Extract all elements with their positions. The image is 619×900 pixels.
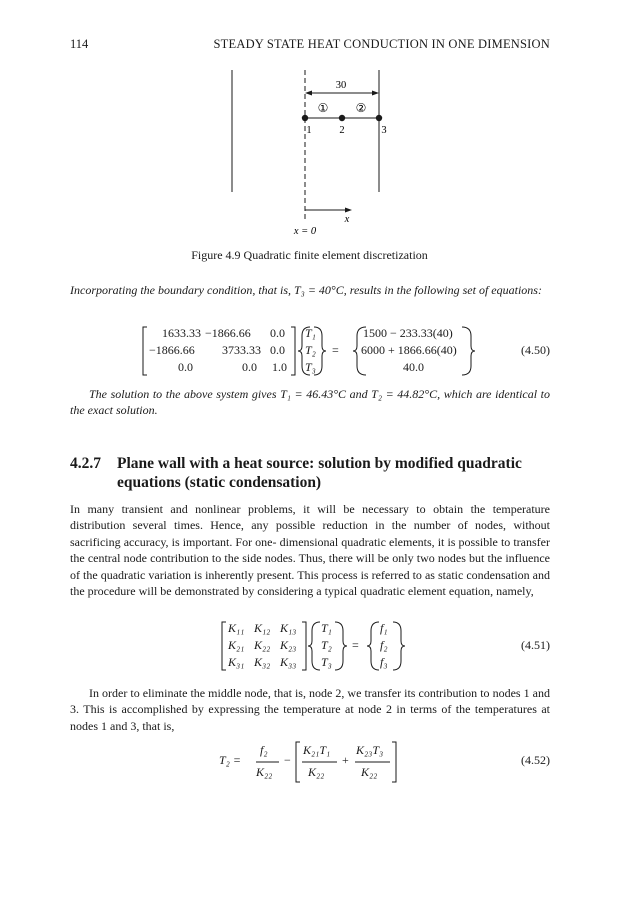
rhs-cell: f₃	[380, 655, 388, 669]
matrix-cell: 0.0	[242, 360, 257, 374]
equation-lhs: T₂ =	[219, 753, 241, 767]
equation-number: (4.52)	[521, 753, 550, 767]
element-2-label: ②	[355, 101, 367, 115]
origin-label: x = 0	[293, 226, 317, 237]
equation-4-52	[0, 740, 619, 790]
rhs-cell: f₁	[380, 621, 388, 635]
matrix-cell: 1633.33	[162, 326, 201, 340]
matrix-cell: K₃₃	[280, 655, 297, 669]
page-number: 114	[70, 37, 89, 51]
page-header	[70, 37, 550, 57]
axis-label: x	[344, 214, 350, 225]
element-1-label: ①	[317, 101, 329, 115]
equation-number: (4.51)	[521, 638, 550, 652]
body-paragraph: In many transient and nonlinear problems, it will be necessary to obtain the temperature distribution several times. Hence, any possible reduction in the number of nodes, without sacrificing accuracy, is important. For one- dimensional quadratic elements, it is possible to transfer the central node contribution to the side nodes. Thus, there will be only two nodes but the influence of the quadratic variation is inherently present. This process is referred to as static condensation and the procedure will be demonstrated by considering a typical quadratic element equation, namely,	[70, 502, 550, 599]
rhs-cell: 1500 − 233.33(40)	[363, 326, 453, 340]
dimension-label: 30	[335, 80, 347, 91]
node-3-dot	[376, 115, 382, 121]
fraction-numerator: K₂₁T₁	[303, 743, 331, 757]
unknown-t1: T₁	[321, 621, 332, 635]
section-title: Plane wall with a heat source: solution by modified quadratic equations (static condensation)	[117, 455, 522, 491]
node-2-dot	[339, 115, 345, 121]
node-2-label: 2	[339, 125, 345, 136]
equation-4-50	[0, 326, 619, 378]
section-number: 4.2.7	[70, 455, 101, 472]
dimension-arrow-left	[305, 91, 312, 96]
dimension-arrow-right	[372, 91, 379, 96]
fraction-numerator: K₂₃T₃	[356, 743, 384, 757]
unknown-t3: T₃	[321, 655, 332, 669]
rhs-cell: f₂	[380, 638, 388, 652]
body-paragraph: In order to eliminate the middle node, that is, node 2, we transfer its contribution to nodes 1 and 3. This is accomplished by expressing the temperature at node 2 in terms of the temperatures at nodes 1 and 3, that is,	[70, 686, 550, 733]
unknown-t2: T₂	[321, 638, 332, 652]
figure-4-9	[210, 62, 410, 242]
unknown-t3: T₃	[305, 360, 316, 374]
matrix-cell: K₁₃	[280, 621, 297, 635]
running-title: STEADY STATE HEAT CONDUCTION IN ONE DIMENSION	[213, 37, 550, 51]
minus-sign: −	[284, 753, 291, 767]
fraction-denominator: K₂₂	[256, 765, 273, 779]
solution-paragraph: The solution to the above system gives T₁ = 46.43°C and T₂ = 44.82°C, which are identical to the exact solution.	[70, 387, 550, 418]
rhs-cell: 40.0	[403, 360, 424, 374]
matrix-cell: 0.0	[270, 343, 285, 357]
matrix-cell: K₃₂	[254, 655, 271, 669]
fraction-numerator: f₂	[260, 743, 268, 757]
fraction-denominator: K₂₂	[308, 765, 325, 779]
x-axis-arrow	[345, 208, 352, 213]
unknown-t1: T₁	[305, 326, 316, 340]
matrix-cell: K₁₁	[228, 621, 245, 635]
matrix-cell: K₂₃	[280, 638, 297, 652]
matrix-cell: 3733.33	[222, 343, 261, 357]
fraction-denominator: K₂₂	[361, 765, 378, 779]
figure-caption: Figure 4.9 Quadratic finite element discretization	[191, 248, 428, 262]
intro-paragraph: Incorporating the boundary condition, that is, T₃ = 40°C, results in the following set of equations:	[70, 283, 542, 297]
matrix-cell: K₂₁	[228, 638, 245, 652]
equation-4-51	[0, 621, 619, 673]
rhs-cell: 6000 + 1866.66(40)	[361, 343, 457, 357]
plus-sign: +	[342, 753, 349, 767]
node-1-dot	[302, 115, 308, 121]
matrix-cell: K₂₂	[254, 638, 271, 652]
node-1-label: 1	[306, 125, 312, 136]
matrix-cell: K₁₂	[254, 621, 271, 635]
matrix-cell: K₃₁	[228, 655, 245, 669]
equals-sign: =	[332, 343, 339, 357]
matrix-cell: 1.0	[272, 360, 287, 374]
unknown-t2: T₂	[305, 343, 316, 357]
matrix-cell: 0.0	[178, 360, 193, 374]
node-3-label: 3	[381, 125, 387, 136]
equals-sign: =	[352, 638, 359, 652]
equation-number: (4.50)	[521, 343, 550, 357]
matrix-cell: 0.0	[270, 326, 285, 340]
matrix-cell: −1866.66	[205, 326, 251, 340]
matrix-cell: −1866.66	[149, 343, 195, 357]
